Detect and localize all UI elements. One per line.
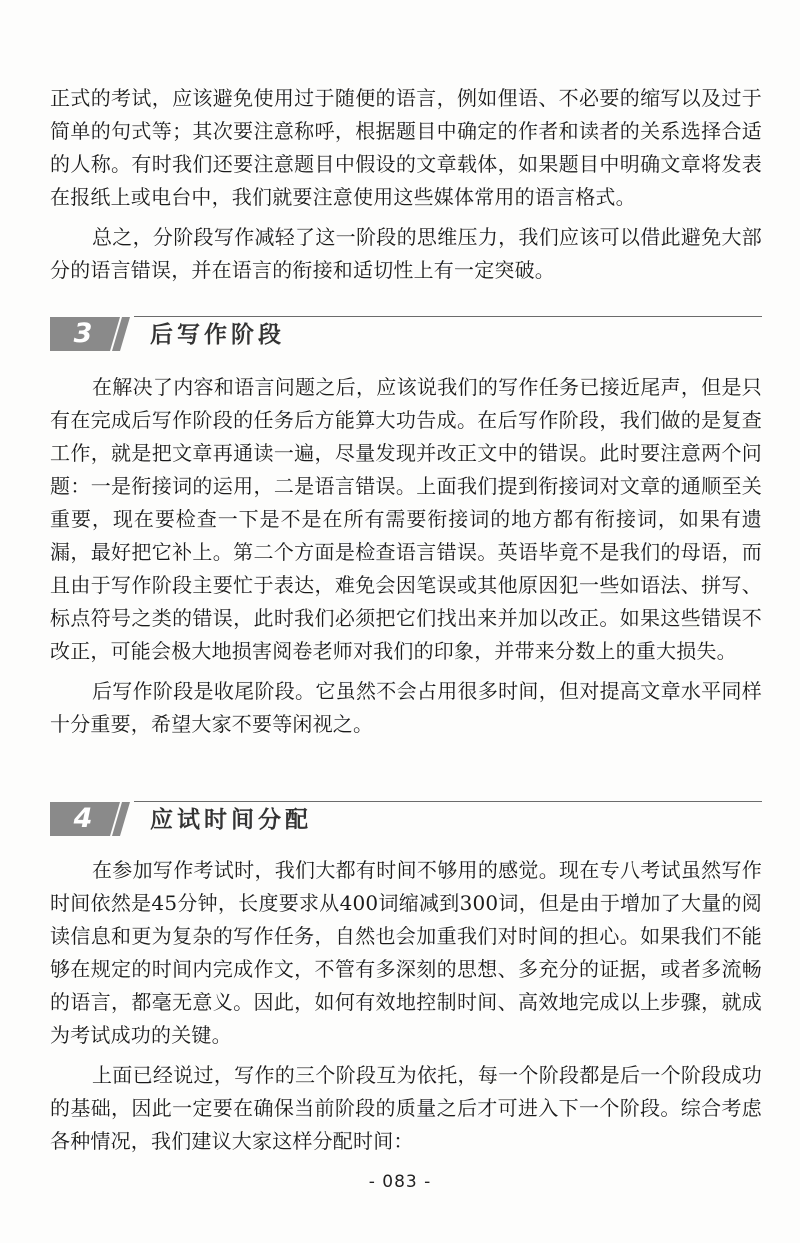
section-3-paragraph-1: 在解决了内容和语言问题之后，应该说我们的写作任务已接近尾声，但是只有在完成后写作阶段的任务后方能算大功告成。在后写作阶段，我们做的是复查工作，就是把文章再通读一遍，尽量发现并改正文中的错误。此时要注意两个问题：一是衔接词的运用，二是语言错误。上面我们提到衔接词对文章的通顺至关重要，现在要检查一下是不是在所有需要衔接词的地方都有衔接词，如果有遗漏，最好把它补上。第二个方面是检查语言错误。英语毕竟不是我们的母语，而且由于写作阶段主要忙于表达，难免会因笔误或其他原因犯一些如语法、拼写、标点符号之类的错误，此时我们必须把它们找出来并加以改正。如果这些错误不改正，可能会极大地损害阅卷老师对我们的印象，并带来分数上的重大损失。 [50, 375, 762, 663]
section-4-text [50, 854, 762, 1158]
section-title: 应试时间分配 [150, 807, 312, 833]
intro-paragraph-2: 总之，分阶段写作减轻了这一阶段的思维压力，我们应该可以借此避免大部分的语言错误，并在语言的衔接和适切性上有一定突破。 [50, 225, 762, 282]
section-4-paragraph-2: 上面已经说过，写作的三个阶段互为依托，每一个阶段都是后一个阶段成功的基础，因此一定要在确保当前阶段的质量之后才可进入下一个阶段。综合考虑各种情况，我们建议大家这样分配时间： [50, 1063, 762, 1153]
section-3-paragraph-2: 后写作阶段是收尾阶段。它虽然不会占用很多时间，但对提高文章水平同样十分重要，希望大家不要等闲视之。 [50, 679, 762, 736]
page-number: - 083 - [368, 1172, 432, 1192]
section-title: 后写作阶段 [150, 322, 285, 348]
section-4-paragraph-1: 在参加写作考试时，我们大都有时间不够用的感觉。现在专八考试虽然写作时间依然是45分钟，长度要求从400词缩减到300词，但是由于增加了大量的阅读信息和更为复杂的写作任务，自然也会加重我们对时间的担心。如果我们不能够在规定的时间内完成作文，不管有多深刻的思想、多充分的证据，或者多流畅的语言，都毫无意义。因此，如何有效地控制时间、高效地完成以上步骤，就成为考试成功的关键。 [50, 858, 762, 1047]
section-number: 3 [73, 318, 93, 349]
section-header-4 [50, 798, 762, 842]
section-number-badge [50, 802, 132, 836]
section-number: 4 [73, 803, 93, 834]
section-number-badge [50, 317, 132, 351]
section-3-text [50, 371, 762, 741]
section-header-3 [50, 313, 762, 357]
intro-paragraph-1: 正式的考试，应该避免使用过于随便的语言，例如俚语、不必要的缩写以及过于简单的句式等；其次要注意称呼，根据题目中确定的作者和读者的关系选择合适的人称。有时我们还要注意题目中假设的文章载体，如果题目中明确文章将发表在报纸上或电台中，我们就要注意使用这些媒体常用的语言格式。 [50, 86, 762, 209]
intro-text [50, 82, 762, 287]
